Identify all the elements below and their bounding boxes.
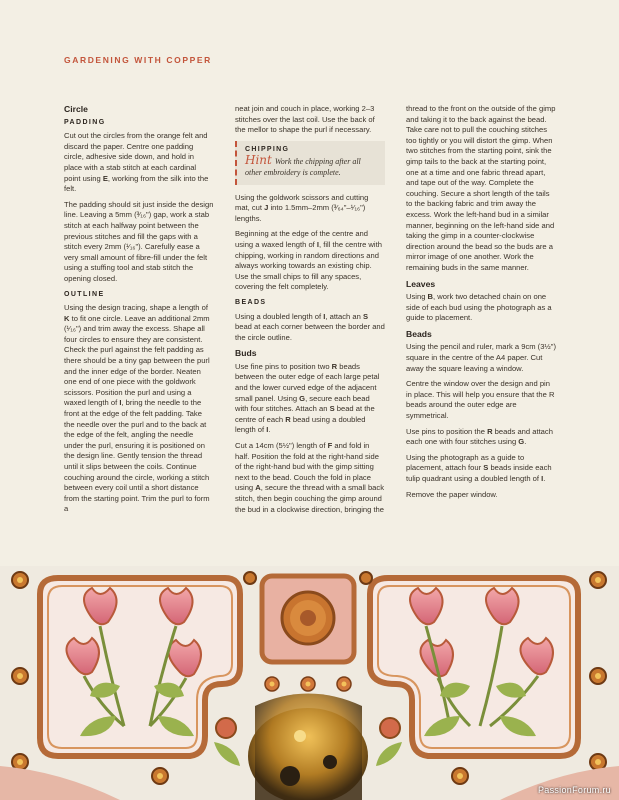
paragraph: Use pins to position the R beads and attach each one with four stitches using G. [406, 426, 553, 447]
embroidery-illustration [0, 566, 619, 800]
paragraph: Using the photograph as a guide to placement, attach four S beads inside each tulip quadrant using a doubled length of I. [406, 452, 552, 483]
paragraph: Beginning at the edge of the centre and using a waxed length of I, fill the centre with chipping, working in random directions and always working towards an existing chip. Use the small chips to fill any spaces, covering the felt completely. [235, 229, 382, 292]
subheading-outline: OUTLINE [64, 290, 105, 298]
paragraph: Using a doubled length of I, attach an S bead at each corner between the border and the circle outline. [235, 311, 385, 342]
paragraph: Using the design tracing, shape a length of K to fit one circle. Leave an additional 2mm (¹⁄₁₆") and trim away the excess. Shape all four circles to ensure they are consistent. Check the purl against the felt padding as there should be a tiny gap between the purl and the inner edge of the border. Neaten one end of one piece with the goldwork scissors. Position the purl and using a waxed length of I, bring the needle to the front at the edge of the felt padding. Take the needle over the purl and to the back at the edge of the felt, angling the needle under the purl, ensuring it is positioned on the design line. Gently tension the thread until it slips between the coils. Continue couching around the circle, working a stitch between every coil until a short distance from the starting point. Trim the purl to form a [64, 303, 210, 514]
section-title-buds: Buds [235, 348, 257, 359]
column-3 [406, 104, 556, 505]
paragraph: neat join and couch in place, working 2–3 stitches over the last coil. Use the back of the mellor to shape the purl if necessary. [235, 104, 375, 135]
hint-tag: CHIPPING [245, 145, 290, 153]
paragraph: Using the pencil and ruler, mark a 9cm (3½") square in the centre of the A4 paper. Cut away the square leaving a window. [406, 342, 556, 373]
section-title-beads: Beads [406, 328, 432, 339]
paragraph: Cut out the circles from the orange felt and discard the paper. Centre one padding circle, adhesive side down, and hold in place with a stab stitch at each cardinal point using E, working from the silk into the felt. [64, 131, 209, 194]
hint-label: Hint [245, 153, 272, 168]
paragraph: Using the goldwork scissors and cutting mat, cut J into 1.5mm–2mm (³⁄₆₄"–¹⁄₁₆") lengths. [235, 192, 369, 223]
paragraph: Cut a 14cm (5½") length of F and fold in half. Position the fold at the right-hand side of the right-hand bud with the gimp sitting next to the bead. Couch the fold in place using A, secure the thread with a small back stitch, then begin couching the gimp around the bud in a clockwise direction, bringing the [235, 441, 385, 514]
watermark: PassionForum.ru [537, 785, 611, 795]
hint-text: Work the chipping after all other embroidery is complete. [245, 157, 361, 177]
paragraph: Remove the paper window. [406, 489, 498, 499]
paragraph: thread to the front on the outside of the gimp and taking it to the back against the bead. Take care not to pull the couching stitches too tightly or you will distort the gimp. When two stitches from the starting point, sink the gimp tails to the back at the starting point, one at a time and one fabric thread apart, and tape out of the way. Complete the couching. Secure a short length of the tails to the backing fabric and trim away the excess. Work the left-hand bud in a similar manner, beginning on the left-hand side and taking the gimp in a counter-clockwise direction around the bead so the buds are a mirror image of one another. Work the remaining buds in the same manner. [406, 104, 556, 272]
hint-box [235, 141, 385, 185]
paragraph: The padding should sit just inside the design line. Leaving a 5mm (³⁄₁₆") gap, work a stab stitch at each halfway point between the previous stitches and fill the gaps with a stitch every 2mm (¹⁄₁₆"). Carefully ease a very small amount of fibre-fill under the felt using a stuffing tool and stab stitch the opening closed. [64, 199, 214, 283]
column-2 [235, 104, 385, 520]
section-title-circle: Circle [64, 104, 88, 114]
column-1 [64, 104, 214, 520]
paragraph: Centre the window over the design and pin in place. This will help you ensure that the R beads around the outer edge are symmetrical. [406, 379, 555, 421]
subheading-padding: PADDING [64, 118, 106, 126]
paragraph: Use fine pins to position two R beads between the outer edge of each large petal and the lower curved edge of the adjacent small panel. Using G, secure each bead with four stitches. Attach an S bead at the centre of each R bead using a doubled length of I. [235, 361, 380, 435]
paragraph: Using B, work two detached chain on one side of each bud using the photograph as a guide to placement. [406, 292, 552, 323]
embroidery-photo [0, 566, 619, 800]
subheading-beads: BEADS [235, 298, 267, 306]
section-title-leaves: Leaves [406, 278, 436, 289]
running-head: GARDENING WITH COPPER [64, 55, 212, 65]
